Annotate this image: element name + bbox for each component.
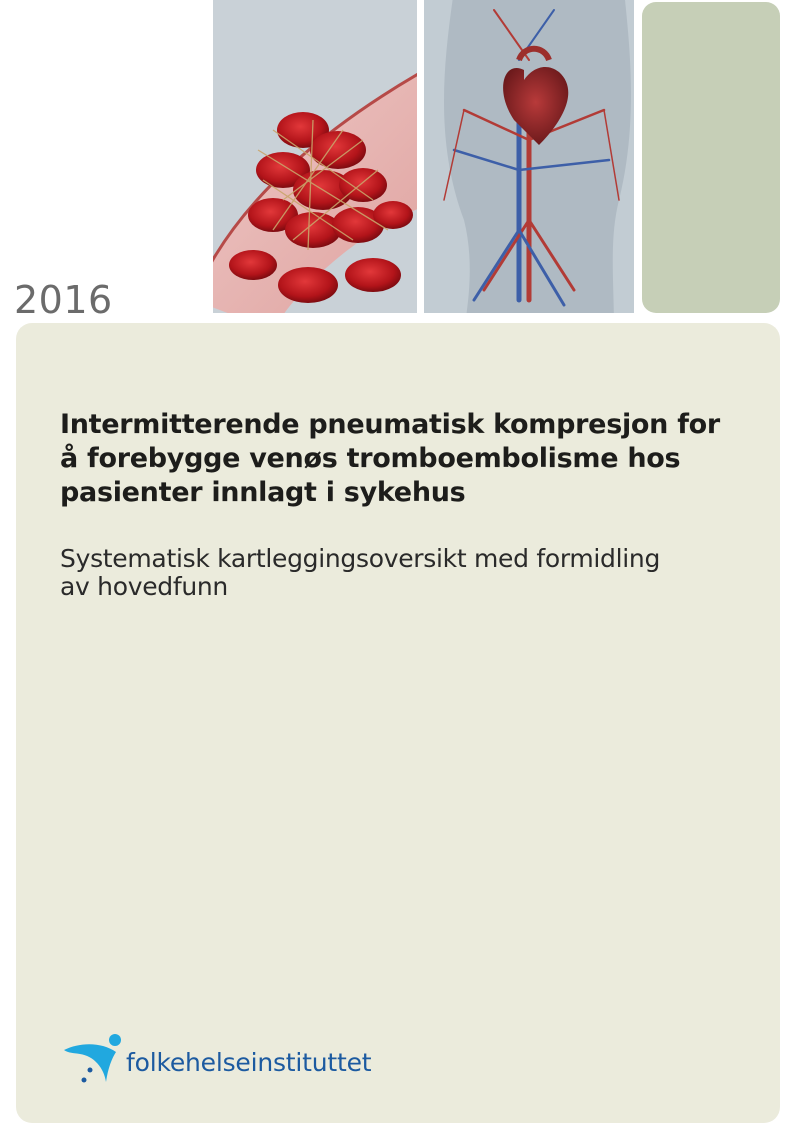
subtitle-line: Systematisk kartleggingsoversikt med formidling (60, 544, 661, 573)
decorative-green-panel (642, 2, 780, 313)
report-title (60, 408, 780, 510)
title-line: å forebygge venøs tromboembolisme hos (60, 443, 681, 474)
title-line: pasienter innlagt i sykehus (60, 477, 466, 508)
fhi-logo (60, 1032, 371, 1092)
logo-text: folkehelseinstituttet (126, 1047, 372, 1077)
blood-clot-illustration (213, 0, 417, 313)
subtitle-line: av hovedfunn (60, 572, 228, 601)
circulatory-system-illustration (424, 0, 634, 313)
fhi-logo-icon (60, 1032, 124, 1092)
title-line: Intermitterende pneumatisk kompresjon for (60, 409, 720, 440)
publication-year: 2016 (14, 278, 113, 322)
report-subtitle (60, 545, 760, 601)
